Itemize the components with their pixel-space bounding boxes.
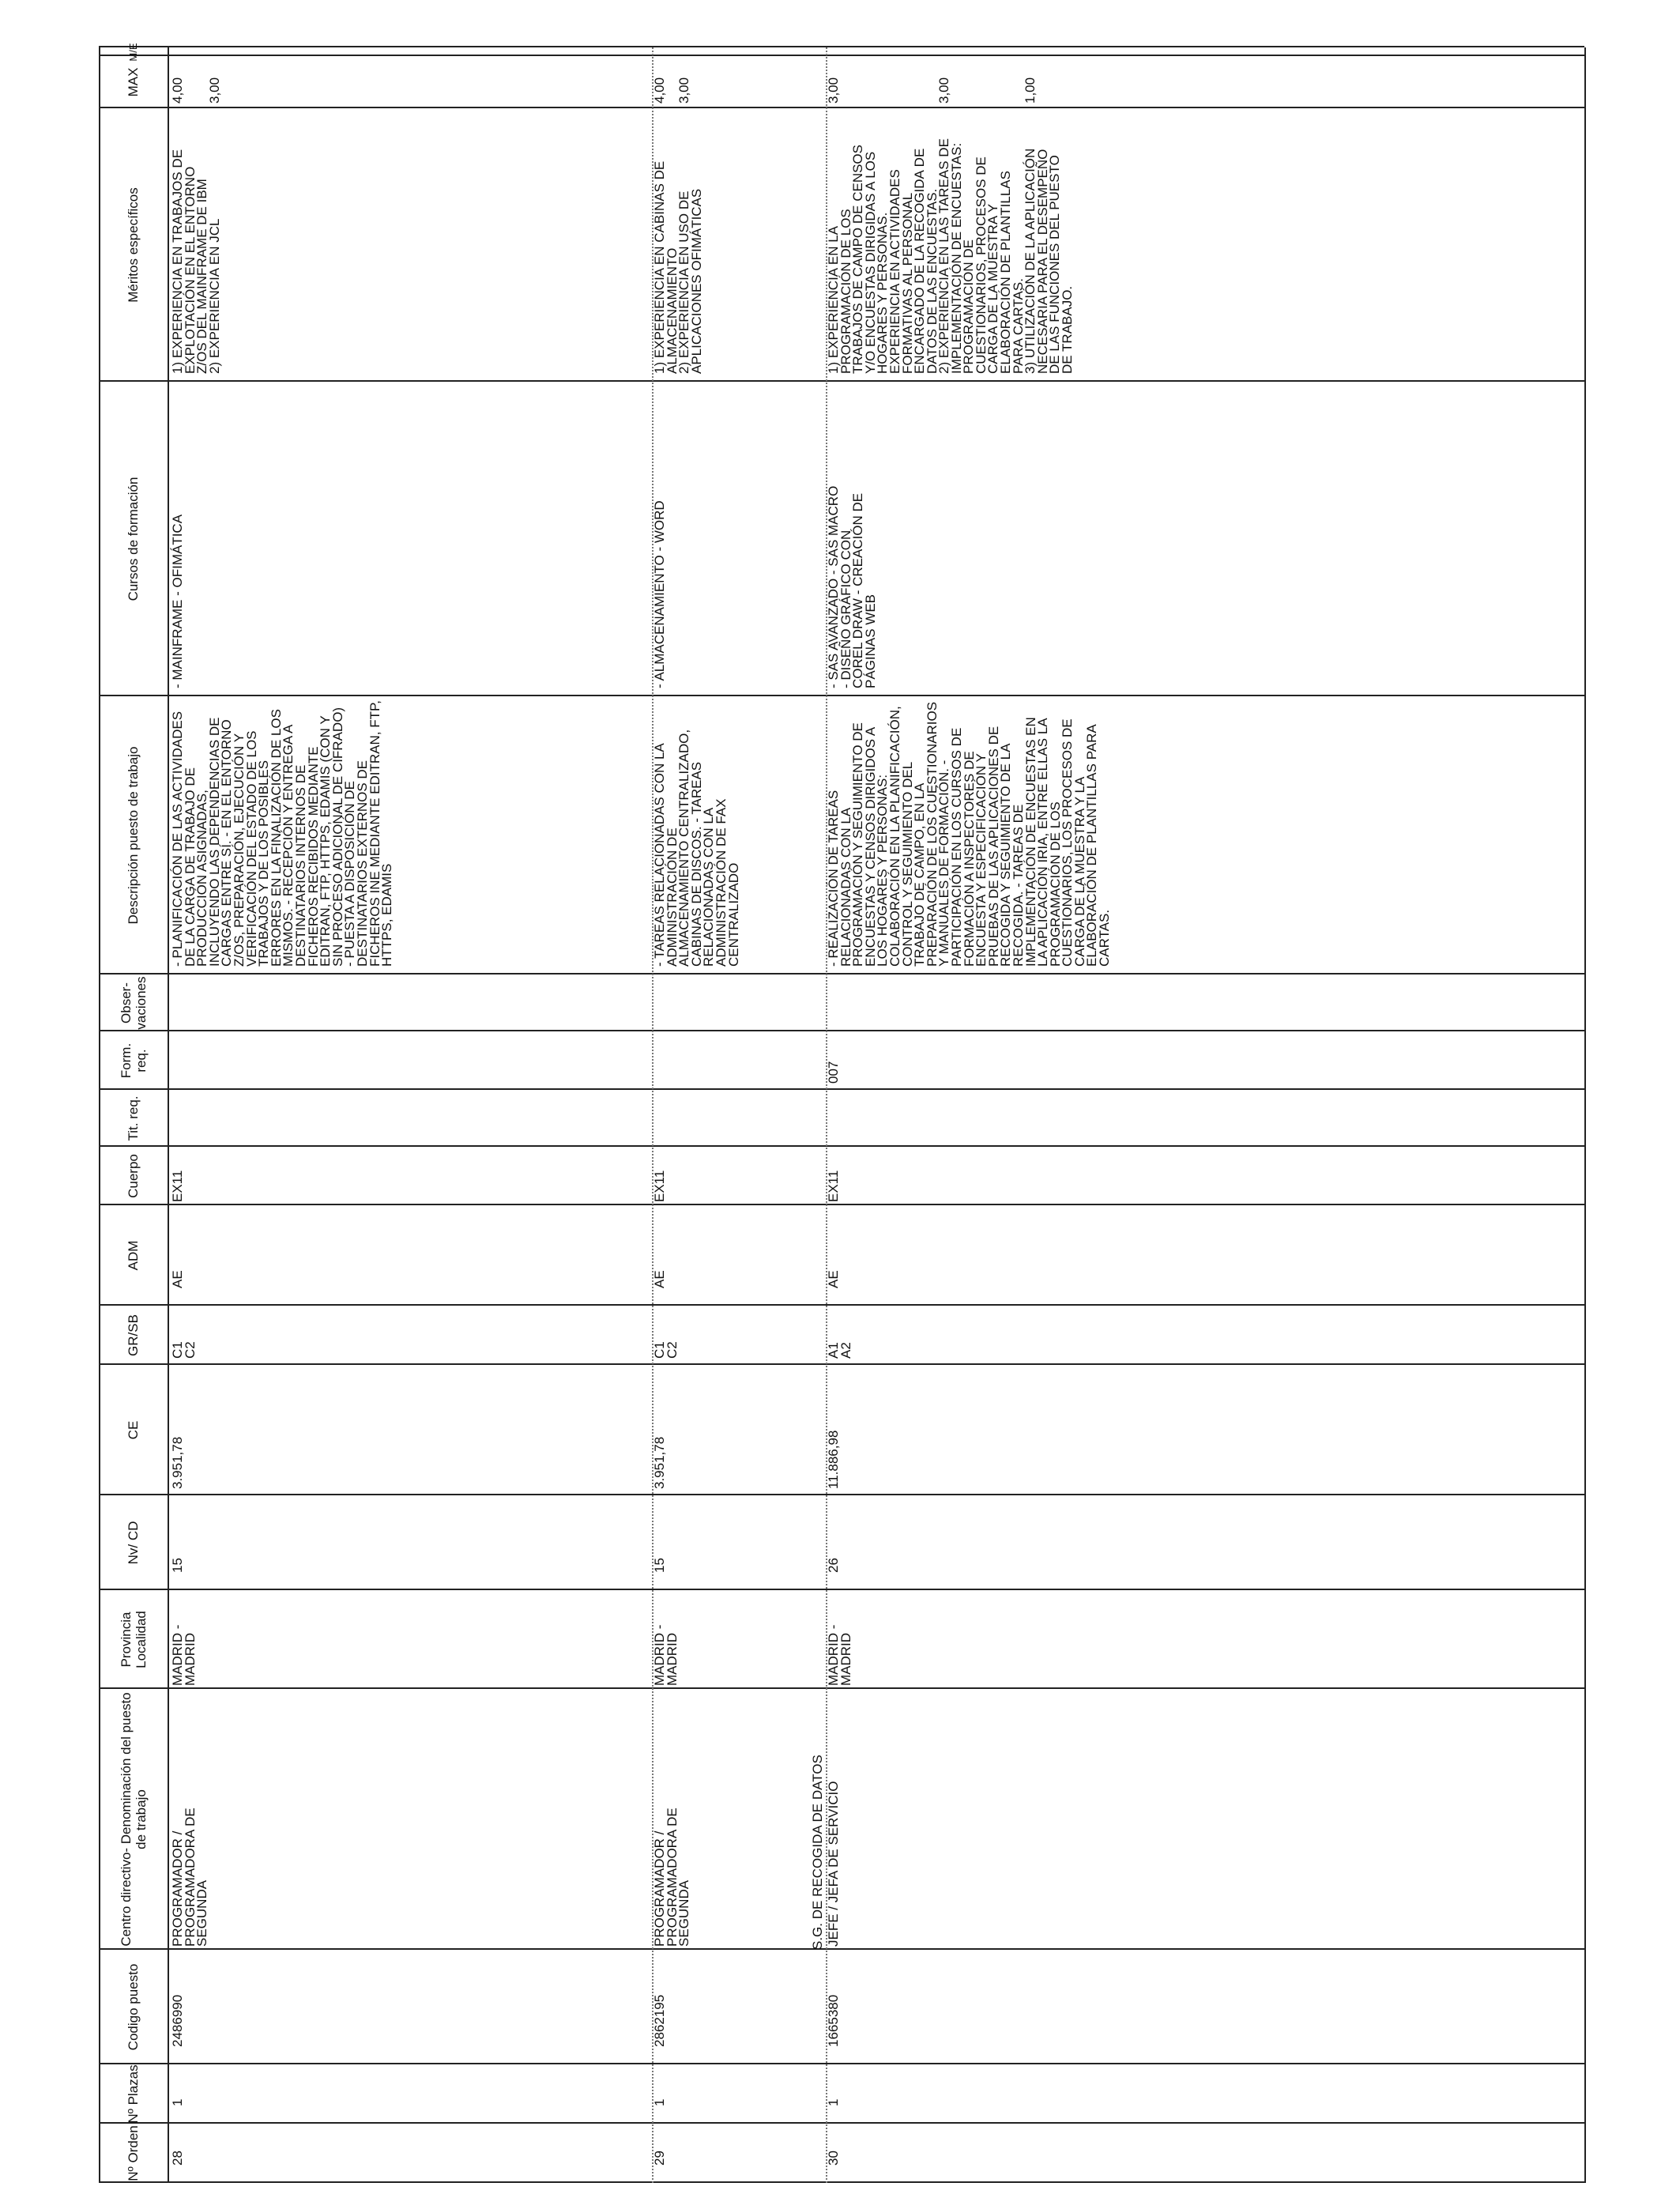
denominacion-cell: PROGRAMADOR / PROGRAMADORA DE SEGUNDA (170, 1808, 210, 1947)
max-value: 4,00 (170, 77, 185, 104)
denominacion-cell: PROGRAMADOR / PROGRAMADORA DE SEGUNDA (652, 1808, 692, 1947)
formacion-cell: 007 (826, 1061, 841, 1084)
cursos-cell: - MAINFRAME - OFIMÁTICA (170, 514, 185, 688)
header-formacion: Form. req. (118, 1042, 149, 1079)
nivel-cell: 15 (652, 1558, 667, 1573)
column-divider (99, 55, 1584, 56)
descripcion-cell: - TAREAS RELACIONADAS CON LA ADMINISTRACIÓN DE ALMACENAMIENTO CENTRALIZADO, CABINAS DE DISCOS. - TAREAS RELACIONADAS CON LA ADMINISTRACIÓN DE FAX CENTRALIZADO (652, 729, 741, 967)
nivel-cell: 26 (826, 1558, 841, 1573)
header-max: MAX (126, 67, 141, 97)
column-divider (99, 1204, 1584, 1205)
descripcion-cell: - PLANIFICACIÓN DE LAS ACTIVIDADES DE LA CARGA DE TRABAJO DE PRODUCCIÓN ASIGNADAS, INCLUYENDO LAS DEPENDENCIAS DE CARGAS ENTRE SÍ. - EN EL ENTORNO Z/OS, PREPARACIÓN, EJECUCIÓN Y VERIFICACIÓN DEL ESTADO DE LOS TRABAJOS Y DE LOS POSIBLES ERRORES EN LA FINALIZACIÓN DE LOS MISMOS. - RECEPCIÓN Y ENTREGA A DESTINATARIOS INTERNOS DE FICHEROS RECIBIDOS MEDIANTE EDITRAN, FTP, HTTPS, EDAMIS (CON Y SIN PROCESO ADICIONAL DE CIFRADO) - PUESTA A DISPOSICIÓN DE DESTINATARIOS EXTERNOS DE FICHEROS INE MEDIANTE EDITRAN, FTP, HTTPS, EDAMIS (170, 700, 395, 967)
plazas-cell: 1 (826, 2098, 841, 2106)
column-divider (99, 1687, 1584, 1689)
grupo-cell: C1 C2 (652, 1341, 680, 1359)
column-divider (99, 695, 1584, 696)
column-divider (99, 2181, 1584, 2183)
cuerpo-cell: EX11 (652, 1170, 667, 1202)
column-divider (99, 1088, 1584, 1090)
nivel-cell: 15 (170, 1558, 185, 1573)
orden-cell: 29 (652, 2151, 667, 2166)
header-provincia: Provincia Localidad (118, 1611, 149, 1668)
adm-cell: AE (652, 1270, 667, 1288)
header-centro: Centro directivo- Denominación del puesto de trabajo (118, 1692, 149, 1947)
cursos-cell: - SAS AVANZADO - SAS MACRO - DISEÑO GRÁFICO CON COREL DRAW - CREACIÓN DE PÁGINAS WEB (826, 485, 878, 688)
table-border (1584, 47, 1586, 2183)
header-titulacion: Tit. req. (126, 1095, 141, 1141)
ce-cell: 11.886,98 (826, 1430, 841, 1489)
adm-cell: AE (170, 1270, 185, 1288)
grupo-cell: C1 C2 (170, 1341, 198, 1359)
max-value: 3,00 (936, 77, 951, 104)
column-divider (99, 380, 1584, 382)
header-codigo: Codigo puesto (126, 1963, 141, 2051)
column-divider (99, 1494, 1584, 1495)
merito-item: 2) EXPERIENCIA EN USO DE APLICACIONES OFIMÁTICAS (676, 188, 704, 374)
column-divider (99, 1304, 1584, 1306)
header-ce: CE (126, 1420, 141, 1440)
column-divider (99, 2063, 1584, 2064)
orden-cell: 30 (826, 2151, 841, 2166)
column-divider (99, 1589, 1584, 1590)
plazas-cell: 1 (170, 2098, 185, 2106)
header-nivel: Nv/ CD (126, 1521, 141, 1565)
header-adm: ADM (126, 1240, 141, 1271)
merito-item: 3) UTILIZACIÓN DE LA APLICACIÓN NECESARIA PARA EL DESEMPEÑO DE LAS FUNCIONES DEL PUESTO DE TRABAJO. (1023, 148, 1075, 374)
header-cuerpo: Cuerpo (126, 1154, 141, 1198)
plazas-cell: 1 (652, 2098, 667, 2106)
header-plazas: Nº Plazas (126, 2064, 141, 2124)
merito-item: 1) EXPERIENCIA EN TRABAJOS DE EXPLOTACIÓN EN EL ENTORNO Z/OS DEL MAINFRAME DE IBM (170, 149, 210, 374)
positions-table (99, 43, 1584, 2183)
max-value: 3,00 (676, 77, 691, 104)
header-grupo: GR/SB (126, 1314, 141, 1356)
denominacion-cell: JEFE / JEFA DE SERVICIO (826, 1781, 841, 1947)
header-descripcion: Descripción puesto de trabajo (126, 746, 141, 925)
provincia-cell: MADRID - MADRID (826, 1624, 853, 1686)
grupo-cell: A1 A2 (826, 1342, 853, 1359)
column-divider (99, 1030, 1584, 1031)
merito-item: 2) EXPERIENCIA EN JCL (207, 218, 222, 374)
provincia-cell: MADRID - MADRID (652, 1624, 680, 1686)
column-divider (99, 1948, 1584, 1950)
max-value: 3,00 (826, 77, 841, 104)
cuerpo-cell: EX11 (170, 1170, 185, 1202)
codigo-cell: 2862195 (652, 1994, 667, 2047)
max-value: 3,00 (207, 77, 222, 104)
column-divider (99, 1363, 1584, 1365)
column-divider (99, 46, 1584, 47)
centro-directivo-cell: S.G. DE RECOGIDA DE DATOS (810, 1755, 825, 1950)
header-cursos: Cursos de formación (126, 477, 141, 601)
header-orden: Nº Orden (126, 2125, 141, 2181)
provincia-cell: MADRID - MADRID (170, 1624, 198, 1686)
cursos-cell: - ALMACENAMIENTO - WORD (652, 500, 667, 688)
column-divider (99, 107, 1584, 108)
cuerpo-cell: EX11 (826, 1170, 841, 1202)
codigo-cell: 1665380 (826, 1994, 841, 2047)
column-divider (99, 2122, 1584, 2124)
header-me: M/E (127, 43, 139, 62)
max-value: 4,00 (652, 77, 667, 104)
codigo-cell: 2486990 (170, 1994, 185, 2047)
ce-cell: 3.951,78 (652, 1436, 667, 1489)
header-observaciones: Obser- vaciones (118, 976, 149, 1030)
header-meritos: Méritos específicos (126, 187, 141, 303)
descripcion-cell: - REALIZACIÓN DE TAREAS RELACIONADAS CON LA PROGRAMACIÓN Y SEGUIMIENTO DE ENCUESTAS Y CENSOS DIRIGIDOS A LOS HOGARES Y PERSONAS: COLABORACIÓN EN LA PLANIFICACIÓN, CONTROL Y SEGUIMIENTO DEL TRABAJO DE CAMPO, EN LA PREPARACIÓN DE LOS CUESTIONARIOS Y MANUALES DE FORMACIÓN. - PARTICIPACIÓN EN LOS CURSOS DE FORMACIÓN A INSPECTORES DE ENCUESTA Y ESPECIFICACIÓN Y PRUEBAS DE LAS APLICACIONES DE RECOGIDA Y SEGUIMIENTO DE LA RECOGIDA. - TAREAS DE IMPLEMENTACIÓN DE ENCUESTAS EN LA APLICACIÓN IRIA, ENTRE ELLAS LA PROGRAMACIÓN DE LOS CUESTIONARIOS, LOS PROCESOS DE CARGA DE LA MUESTRA Y LA ELABORACIÓN DE PLANTILLAS PARA CARTAS. (826, 701, 1113, 967)
ce-cell: 3.951,78 (170, 1436, 185, 1489)
max-value: 1,00 (1023, 77, 1038, 104)
merito-item: 1) EXPERIENCIA EN CABINAS DE ALMACENAMIENTO (652, 160, 680, 374)
column-divider (99, 1145, 1584, 1147)
table-border (168, 47, 169, 2183)
merito-item: 1) EXPERIENCIA EN LA PROGRAMACIÓN DE LOS TRABAJOS DE CAMPO DE CENSOS Y/O ENCUESTAS DIRIGIDAS A LOS HOGARES Y PERSONAS. EXPERIENCIA EN ACTIVIDADES FORMATIVAS AL PERSONAL ENCARGADO DE LA RECOGIDA DE DATOS DE LAS ENCUESTAS. (826, 145, 940, 374)
merito-item: 2) EXPERIENCIA EN LAS TAREAS DE IMPLEMENTACIÓN DE ENCUESTAS: PROGRAMACIÓN DE CUESTIONARIOS, PROCESOS DE CARGA DE LA MUESTRA Y ELABORACIÓN DE PLANTILLAS PARA CARTAS. (936, 138, 1026, 374)
adm-cell: AE (826, 1270, 841, 1288)
column-divider (99, 973, 1584, 974)
orden-cell: 28 (170, 2151, 185, 2166)
